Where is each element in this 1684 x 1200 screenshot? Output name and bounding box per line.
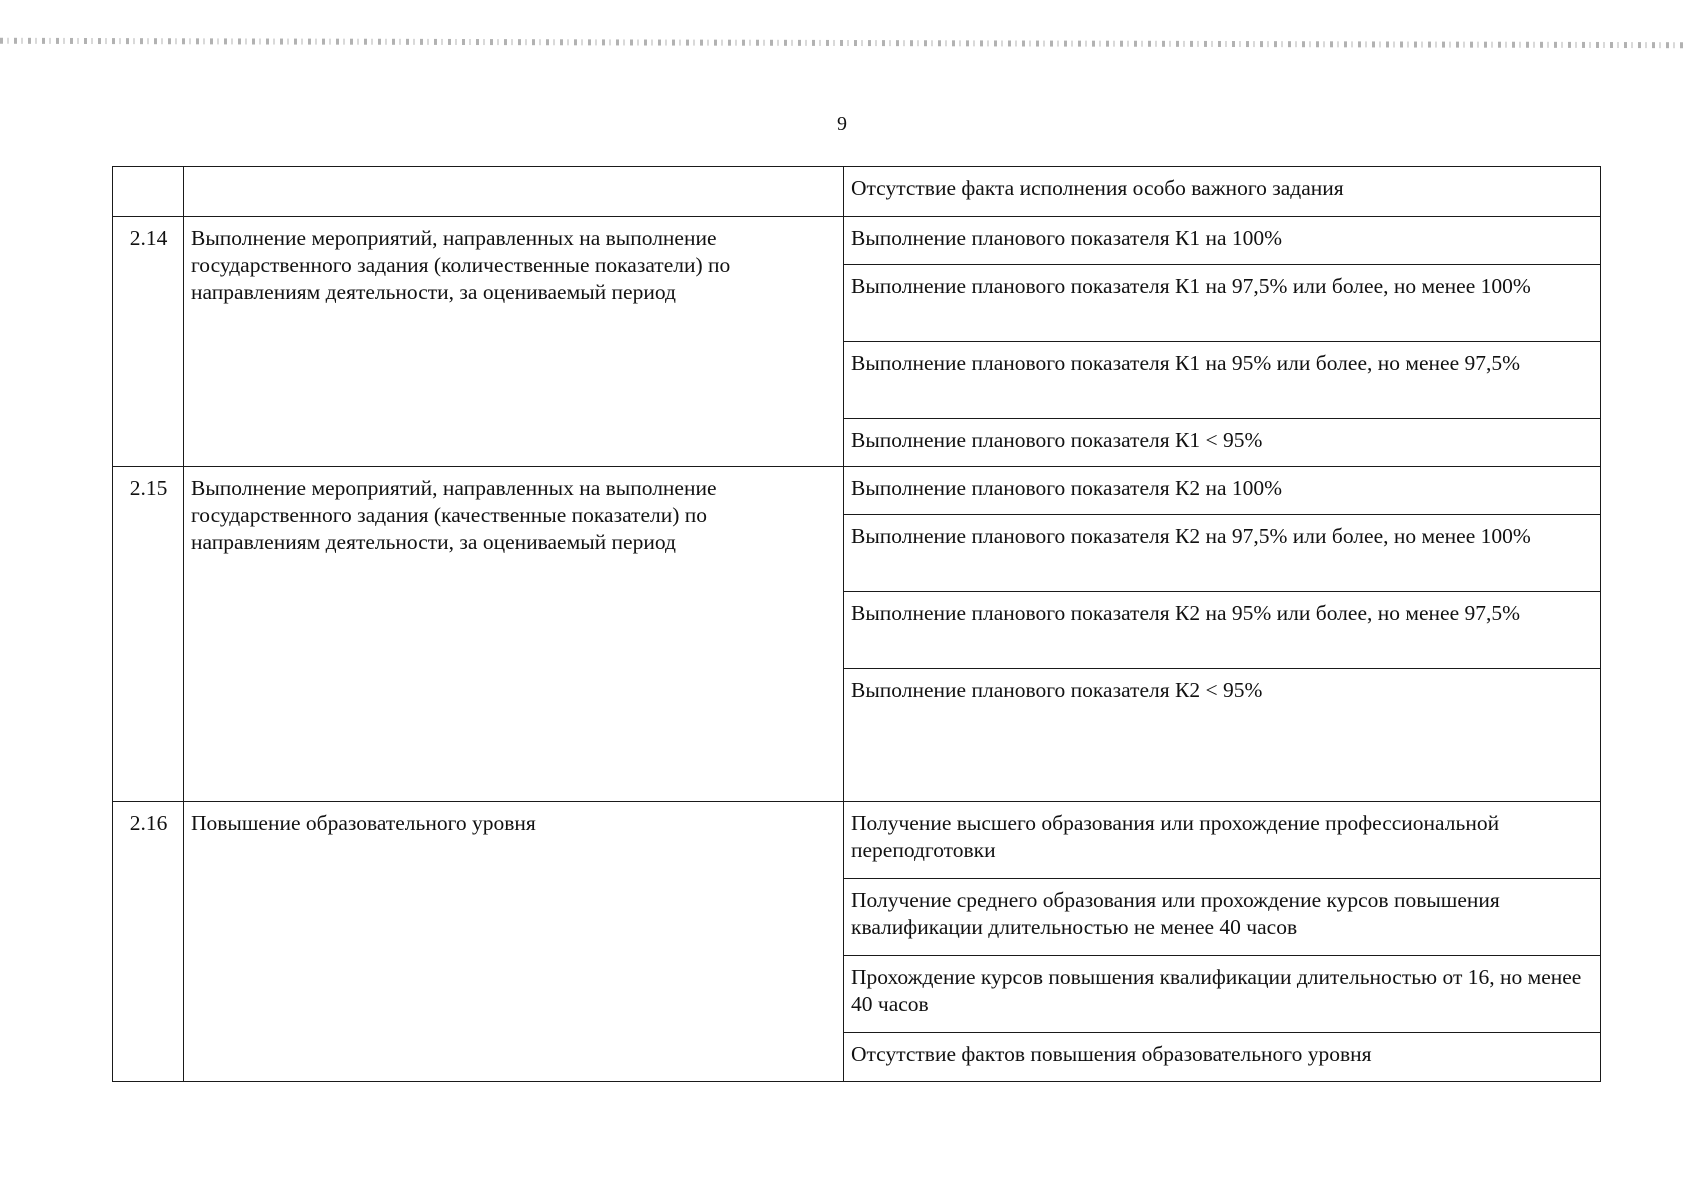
cell-number: 2.15 [113,467,184,802]
cell-condition: Выполнение планового показателя К1 на 95% или более, но менее 97,5% [844,342,1601,419]
cell-condition: Выполнение планового показателя К2 < 95% [844,669,1601,802]
cell-criterion [184,167,844,217]
table-row-2-15 [113,467,1601,515]
cell-number [113,167,184,217]
cell-condition: Прохождение курсов повышения квалификации длительностью от 16, но менее 40 часов [844,956,1601,1033]
cell-number: 2.14 [113,217,184,467]
cell-condition: Выполнение планового показателя К1 на 100% [844,217,1601,265]
table-row-continuation [113,167,1601,217]
cell-number: 2.16 [113,802,184,1082]
cell-condition: Выполнение планового показателя К1 на 97,5% или более, но менее 100% [844,265,1601,342]
cell-condition: Выполнение планового показателя К1 < 95% [844,419,1601,467]
cell-condition: Получение среднего образования или прохождение курсов повышения квалификации длительностью не менее 40 часов [844,879,1601,956]
cell-condition: Отсутствие фактов повышения образовательного уровня [844,1033,1601,1082]
table-row-2-14 [113,217,1601,265]
cell-criterion: Повышение образовательного уровня [184,802,844,1082]
cell-criterion: Выполнение мероприятий, направленных на выполнение государственного задания (качественные показатели) по направлениям деятельности, за оцениваемый период [184,467,844,802]
cell-condition: Получение высшего образования или прохождение профессиональной переподготовки [844,802,1601,879]
cell-condition: Выполнение планового показателя К2 на 97,5% или более, но менее 100% [844,515,1601,592]
table-row-2-16 [113,802,1601,879]
criteria-table [112,166,1601,1082]
cell-condition: Выполнение планового показателя К2 на 100% [844,467,1601,515]
page-number: 9 [837,113,847,135]
cell-condition: Выполнение планового показателя К2 на 95% или более, но менее 97,5% [844,592,1601,669]
scan-edge-artifact [0,38,1684,48]
cell-condition: Отсутствие факта исполнения особо важного задания [844,167,1601,217]
cell-criterion: Выполнение мероприятий, направленных на выполнение государственного задания (количественные показатели) по направлениям деятельности, за оцениваемый период [184,217,844,467]
